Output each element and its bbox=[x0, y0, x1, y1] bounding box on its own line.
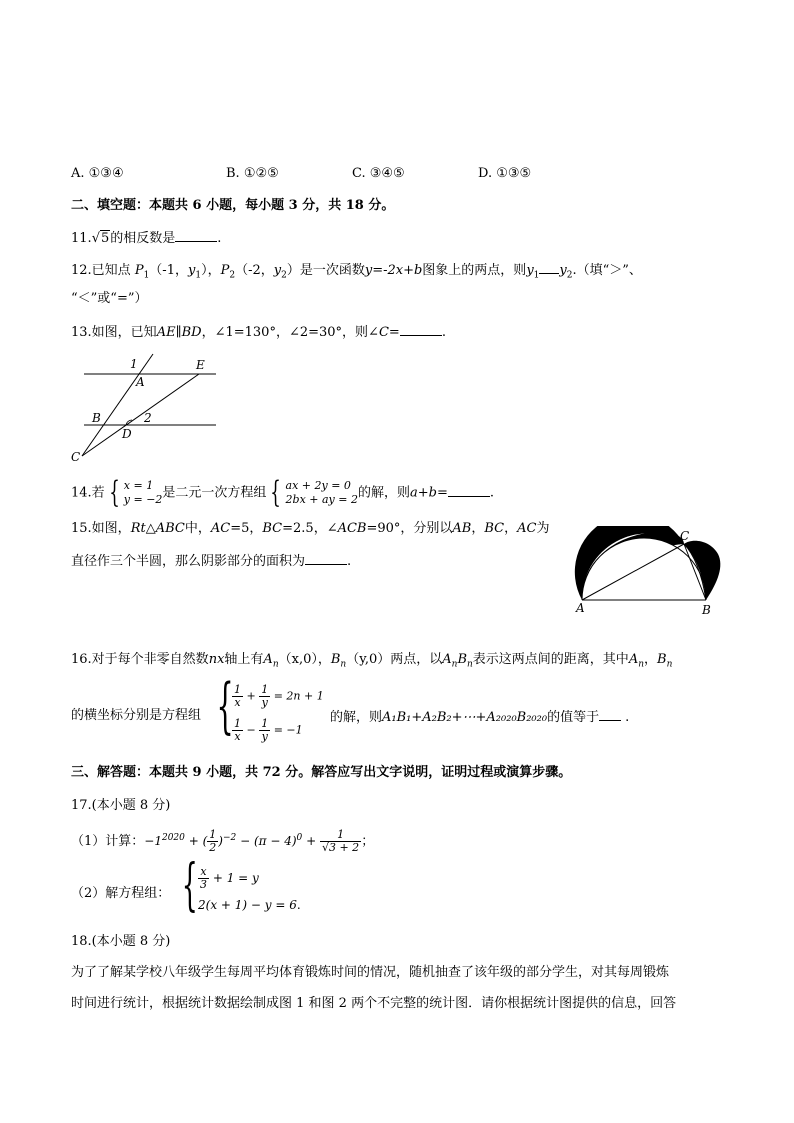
q17-part1 bbox=[71, 828, 374, 855]
q16-after: 的解，则 bbox=[330, 710, 383, 725]
figure-13 bbox=[66, 350, 226, 466]
q16-eq2-frac-y-den: y bbox=[261, 730, 268, 743]
q16-an2: A bbox=[628, 652, 639, 667]
q16-eq1-tail: = 2n + 1 bbox=[273, 689, 324, 703]
q14-answer-blank bbox=[448, 482, 490, 497]
q17-p1-end: ； bbox=[361, 834, 375, 849]
q14-mid: 是二元一次方程组 bbox=[162, 485, 267, 501]
q15-line2: 直径作三个半圆，那么阴影部分的面积为 bbox=[71, 554, 306, 569]
fig13-label-d: D bbox=[122, 427, 132, 441]
line-bc bbox=[82, 354, 153, 456]
q14-prefix: 14.若 bbox=[71, 485, 105, 501]
q15-ac2: AC bbox=[517, 521, 537, 536]
fig13-label-1: 1 bbox=[130, 357, 138, 371]
q12-mid: 图象上的两点，则 bbox=[422, 263, 527, 278]
q17-p2-eq2 bbox=[198, 898, 301, 912]
q16-line2-prefix: 的横坐标分别是方程组 bbox=[71, 708, 202, 723]
q14-eq2: 2bx + ay = 2 bbox=[285, 493, 358, 506]
q17-p1-c: ) bbox=[218, 834, 223, 848]
q16-brace: { bbox=[216, 671, 234, 741]
q17-p2-eq2-text: 2(x + 1) − y = 6 bbox=[198, 898, 297, 912]
q16-an-sub: n bbox=[272, 659, 279, 670]
q17-p1-c-sup: −2 bbox=[222, 833, 237, 843]
q12-p2-coords-a: （-2， bbox=[235, 263, 274, 278]
fig13-label-2: 2 bbox=[144, 411, 152, 425]
q16-eq2-frac-x-den: x bbox=[234, 730, 241, 743]
q16-end: . bbox=[625, 710, 630, 725]
q13-answer-blank bbox=[400, 321, 442, 336]
q12-p2-y: y bbox=[273, 263, 282, 278]
q12-p1-y-sub: 1 bbox=[195, 270, 202, 281]
q17-p1-e: + bbox=[306, 834, 317, 848]
q16-eq2-frac-y bbox=[259, 718, 270, 743]
q12-p1-y: y bbox=[187, 263, 196, 278]
q17-p1-half-num: 1 bbox=[209, 828, 217, 841]
q15-end: . bbox=[347, 554, 352, 569]
q15-rt: Rt bbox=[130, 521, 146, 536]
q16-bn2-sub: n bbox=[666, 659, 673, 670]
q18-line1: 为了了解某学校八年级学生每周平均体育锻炼时间的情况，随机抽查了该年级的部分学生，对其每周锻炼 bbox=[71, 965, 670, 980]
q12-p1-sub: 1 bbox=[143, 270, 150, 281]
q13-ae: AE bbox=[156, 325, 176, 340]
q13-end: . bbox=[441, 325, 446, 340]
q16-anbn-a: A bbox=[442, 652, 452, 667]
q16-anbn-b: B bbox=[457, 652, 467, 667]
q16-n: n bbox=[208, 652, 218, 667]
q16-bn: B bbox=[330, 652, 341, 667]
figure-15 bbox=[572, 526, 728, 618]
fig13-label-c: C bbox=[71, 450, 81, 464]
q12-p2-coords-b: ）是一次函数 bbox=[286, 263, 365, 278]
question-11 bbox=[71, 227, 221, 249]
q15-v3: =90°，分别以 bbox=[366, 521, 453, 536]
q17-p2-eq1-tail: + 1 = y bbox=[212, 871, 259, 885]
q14-solution-system bbox=[124, 479, 163, 507]
fig15-label-a: A bbox=[576, 601, 585, 615]
q15-bc: BC bbox=[262, 521, 283, 536]
q15-answer-blank bbox=[305, 550, 347, 565]
fig15-label-c: C bbox=[680, 529, 690, 543]
q17-p2-end: . bbox=[296, 898, 301, 912]
q11-text: 的相反数是 bbox=[110, 231, 176, 246]
q13-parallel: ∥ bbox=[175, 325, 182, 340]
q14-expr: a+b bbox=[409, 485, 437, 501]
fig13-label-e: E bbox=[196, 358, 205, 372]
choice-a: A. ①③④ bbox=[71, 166, 124, 181]
q11-answer-blank bbox=[175, 227, 217, 242]
q17-head: 17.(本小题 8 分) bbox=[71, 798, 171, 813]
q16-eq1-frac-x-den: x bbox=[234, 696, 241, 709]
q12-function: y=-2x+b bbox=[364, 263, 423, 278]
q12-line2: “＜”或“=”） bbox=[71, 291, 148, 306]
q17-p1-b: + ( bbox=[188, 834, 208, 848]
q17-p1-a-sup: 2020 bbox=[161, 833, 185, 843]
q12-y2: y bbox=[559, 263, 567, 278]
q17-p1-expr bbox=[144, 828, 361, 854]
fig13-label-a: A bbox=[136, 375, 145, 389]
q12-answer-blank bbox=[539, 259, 559, 274]
q12-p2: P bbox=[220, 263, 230, 278]
q15-ab: AB bbox=[452, 521, 472, 536]
q16-eq2-minus: − bbox=[246, 723, 256, 737]
q17-p1-frac-num: 1 bbox=[320, 829, 361, 842]
q15-comma: ， bbox=[471, 521, 485, 536]
question-13 bbox=[71, 321, 446, 343]
q16-eq1 bbox=[232, 684, 324, 709]
q18-head: 18.(本小题 8 分) bbox=[71, 934, 171, 949]
q15-acb: ACB bbox=[337, 521, 367, 536]
q16-eq2 bbox=[232, 718, 303, 743]
q12-y1: y bbox=[526, 263, 534, 278]
q12-p2-y-sub: 2 bbox=[281, 270, 287, 281]
q15-comma2: ， bbox=[504, 521, 518, 536]
q16-line2 bbox=[71, 706, 201, 726]
q11-end: . bbox=[217, 231, 222, 246]
question-14 bbox=[71, 475, 494, 510]
q16-comma: ， bbox=[644, 652, 658, 667]
q16-sum: A₁B₁+A₂B₂+⋯+A₂₀₂₀B₂₀₂₀ bbox=[382, 710, 548, 725]
q17-p2-frac-num: x bbox=[198, 866, 209, 879]
q16-bn-coord: （y,0）两点，以 bbox=[346, 652, 443, 667]
q15-line2-wrap bbox=[71, 550, 351, 572]
q13-eq: = bbox=[388, 325, 400, 340]
q14-solution-x: x = 1 bbox=[123, 479, 154, 492]
q16-eq1-frac-y-num: 1 bbox=[261, 683, 269, 696]
q15-v2: =2.5，∠ bbox=[282, 521, 338, 536]
q17-p1-half bbox=[207, 829, 218, 854]
q12-y2-sub: 2 bbox=[566, 270, 573, 281]
q18-line2: 时间进行统计，根据统计数据绘制成图 1 和图 2 两个不完整的统计图．请你根据统计图提供的信息，回答 bbox=[71, 996, 677, 1011]
q13-bd: BD bbox=[181, 325, 202, 340]
q14-brace-2: { bbox=[270, 475, 282, 510]
q13-rest: ，∠1=130°，∠2=30°，则∠ bbox=[201, 325, 379, 340]
q14-eq1: ax + 2y = 0 bbox=[285, 479, 351, 492]
q12-prefix: 12.已知点 bbox=[71, 263, 135, 278]
q16-eq1-frac-y bbox=[259, 684, 270, 709]
sqrt-symbol: √ bbox=[91, 231, 100, 246]
q17-p2-frac-den: 3 bbox=[200, 878, 207, 891]
q12-p1: P bbox=[134, 263, 144, 278]
q12-tail: .（填“＞”、 bbox=[572, 263, 642, 278]
q17-p1-label: （1）计算： bbox=[71, 834, 145, 849]
q14-solution-y: y = −2 bbox=[123, 493, 163, 506]
q15-mid: 中， bbox=[184, 521, 211, 536]
q11-number: 11. bbox=[71, 231, 92, 246]
q16-eq2-frac-y-num: 1 bbox=[261, 717, 269, 730]
q16-an-coord: （x,0）， bbox=[278, 652, 331, 667]
q14-end: . bbox=[489, 485, 494, 501]
q16-mid2: 表示这两点间的距离，其中 bbox=[472, 652, 629, 667]
choice-c: C. ③④⑤ bbox=[352, 166, 405, 181]
q16-line2-rest bbox=[330, 706, 629, 728]
q12-p1-coords-a: （-1， bbox=[149, 263, 188, 278]
q17-part2-label: （2）解方程组： bbox=[71, 886, 171, 901]
q17-p1-half-den: 2 bbox=[209, 841, 217, 854]
question-15 bbox=[71, 519, 550, 539]
q15-triangle: △ABC bbox=[145, 521, 185, 536]
q17-brace: { bbox=[181, 853, 198, 918]
q11-sqrt-arg: 5 bbox=[100, 231, 110, 246]
section3-title: 三、解答题：本题共 9 小题，共 72 分。解答应写出文字说明，证明过程或演算步骤。 bbox=[71, 765, 572, 780]
q16-anbn-sub1: n bbox=[451, 659, 458, 670]
q16-an2-sub: n bbox=[638, 659, 644, 670]
section2-title: 二、填空题：本题共 6 小题，每小题 3 分，共 18 分。 bbox=[71, 198, 395, 213]
q15-bc2: BC bbox=[484, 521, 505, 536]
q12-p1-coords-b: ）， bbox=[201, 263, 221, 278]
fig13-label-b: B bbox=[92, 411, 101, 425]
q16-answer-blank bbox=[599, 706, 621, 721]
q16-eq1-frac-x bbox=[232, 684, 243, 709]
q15-v1: =5， bbox=[230, 521, 263, 536]
q17-p1-d: − (π − 4) bbox=[240, 834, 297, 848]
q16-an: A bbox=[263, 652, 273, 667]
q14-equation-system bbox=[286, 479, 358, 507]
q17-p1-frac bbox=[320, 829, 361, 854]
q16-bn2: B bbox=[657, 652, 667, 667]
q16-eq2-frac-x-num: 1 bbox=[234, 717, 241, 730]
question-16 bbox=[71, 650, 672, 670]
q13-c: C bbox=[378, 325, 389, 340]
q16-x: x bbox=[217, 652, 225, 667]
q16-eq1-plus: + bbox=[246, 689, 256, 703]
q15-wei: 为 bbox=[536, 521, 550, 536]
q14-eq: = bbox=[436, 485, 448, 501]
q16-eq2-frac-x bbox=[232, 718, 243, 743]
q16-eq2-tail: = −1 bbox=[273, 723, 303, 737]
q17-p2-frac bbox=[198, 866, 209, 891]
q13-prefix: 13.如图，已知 bbox=[71, 325, 157, 340]
fig15-label-b: B bbox=[702, 603, 711, 617]
q17-p1-frac-den: √3 + 2 bbox=[321, 841, 360, 854]
q17-p1-a: −1 bbox=[144, 834, 162, 848]
q17-p2-eq1 bbox=[198, 866, 259, 891]
q14-brace-1: { bbox=[108, 475, 120, 510]
choice-d: D. ①③⑤ bbox=[478, 166, 532, 181]
q12-p2-sub: 2 bbox=[229, 270, 236, 281]
q16-eq1-frac-x-num: 1 bbox=[234, 683, 241, 696]
q16-prefix: 16.对于每个非零自然数 bbox=[71, 652, 209, 667]
q16-mid1: 轴上有 bbox=[224, 652, 264, 667]
q16-anbn-sub2: n bbox=[467, 659, 473, 670]
q16-bn-sub: n bbox=[340, 659, 347, 670]
q12-y1-sub: 1 bbox=[533, 270, 540, 281]
q15-ac: AC bbox=[210, 521, 231, 536]
q16-eq1-frac-y-den: y bbox=[261, 696, 268, 709]
choice-b: B. ①②⑤ bbox=[226, 166, 279, 181]
q14-after: 的解，则 bbox=[357, 485, 410, 501]
question-12 bbox=[71, 259, 642, 281]
q16-tail: 的值等于 bbox=[547, 710, 600, 725]
q17-p1-d-sup: 0 bbox=[296, 833, 303, 843]
q15-prefix: 15.如图， bbox=[71, 521, 131, 536]
